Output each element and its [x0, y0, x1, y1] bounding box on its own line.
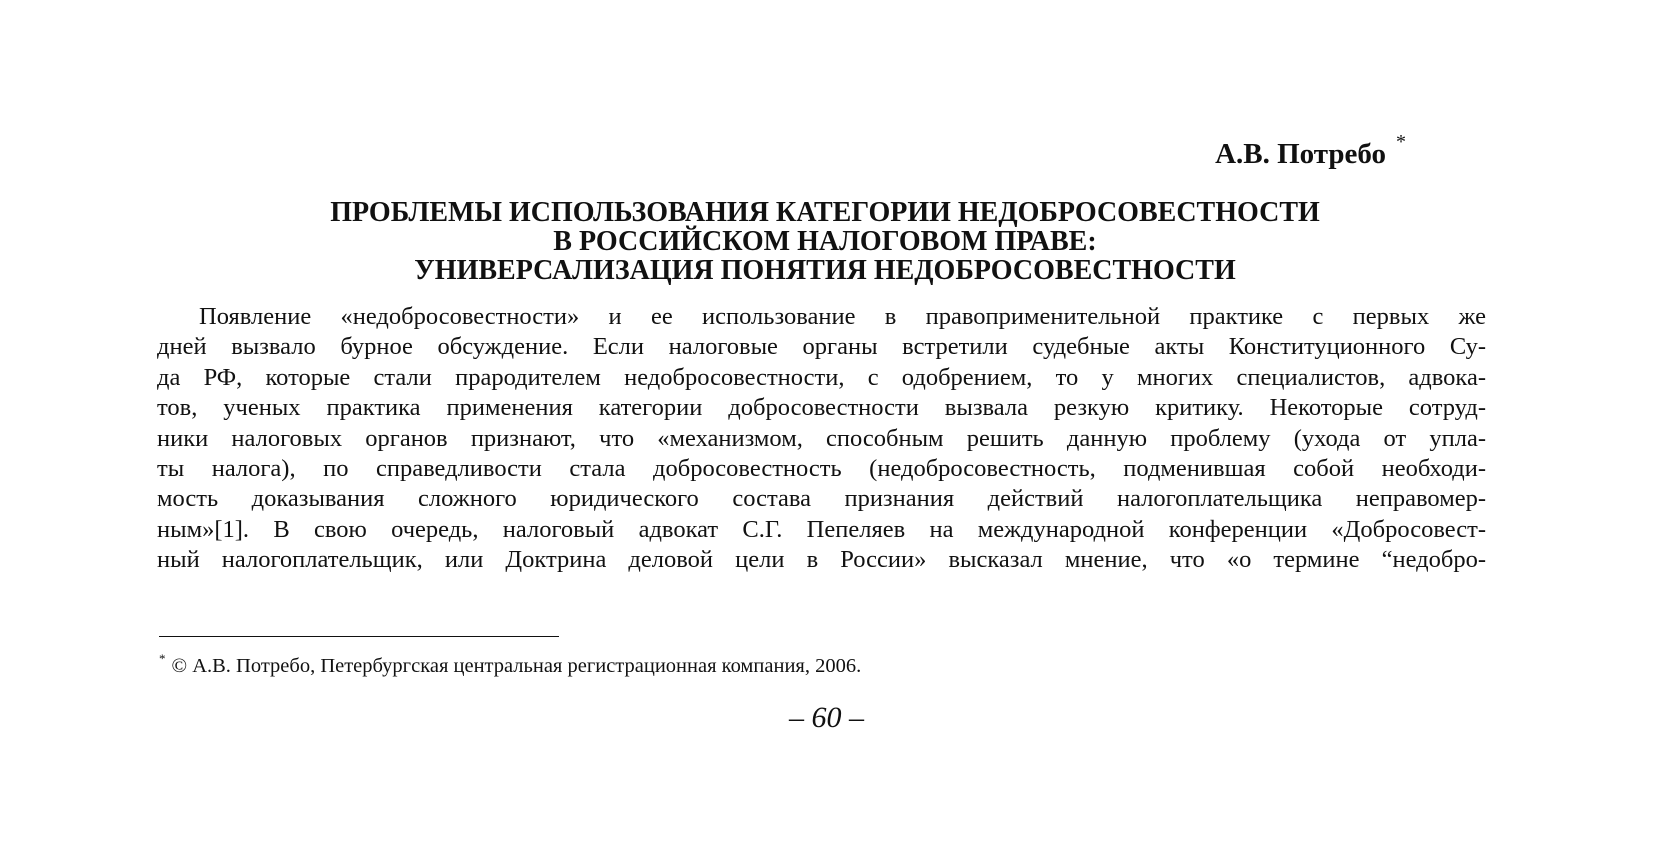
author-name-text: А.В. Потребо [1215, 138, 1386, 170]
author-footnote-mark: * [1396, 131, 1406, 153]
footnote-mark: * [159, 651, 166, 666]
page-number: – 60 – [789, 701, 864, 734]
author-name [1215, 131, 1406, 171]
title-line-3: УНИВЕРСАЛИЗАЦИЯ ПОНЯТИЯ НЕДОБРОСОВЕСТНОСТИ [414, 255, 1236, 286]
title-line-2: В РОССИЙСКОМ НАЛОГОВОМ ПРАВЕ: [553, 226, 1097, 257]
footnote-divider [159, 636, 559, 637]
body-paragraph [157, 302, 1486, 576]
title-line-1: ПРОБЛЕМЫ ИСПОЛЬЗОВАНИЯ КАТЕГОРИИ НЕДОБРОСОВЕСТНОСТИ [330, 197, 1320, 228]
body-line-2: дней вызвало бурное обсуждение. Если налоговые органы встретили судебные акты Конституционного Су- [157, 333, 1486, 361]
body-line-7: мость доказывания сложного юридического состава признания действий налогоплательщика неправомер- [157, 485, 1486, 513]
body-line-9: ный налогоплательщик, или Доктрина деловой цели в России» высказал мнение, что «о термине “недобро- [157, 546, 1486, 574]
body-line-8: ным»[1]. В свою очередь, налоговый адвокат С.Г. Пепеляев на международной конференции «Добросовест- [157, 515, 1486, 543]
body-line-4: тов, ученых практика применения категории добросовестности вызвала резкую критику. Некоторые сотруд- [157, 394, 1486, 422]
footnote-text: © А.В. Потребо, Петербургская центральная регистрационная компания, 2006. [171, 655, 862, 677]
body-line-1: Появление «недобросовестности» и ее использование в правоприменительной практике с первых же [199, 303, 1486, 330]
footnote [159, 647, 861, 678]
body-line-5: ники налоговых органов признают, что «механизмом, способным решить данную проблему (ухода от упла- [157, 424, 1486, 452]
body-line-6: ты налога), по справедливости стала добросовестность (недобросовестность, подменившая собой необходи- [157, 455, 1486, 483]
article-title [160, 198, 1490, 285]
body-line-3: да РФ, которые стали прародителем недобросовестности, с одобрением, то у многих специалистов, адвока- [157, 363, 1486, 391]
